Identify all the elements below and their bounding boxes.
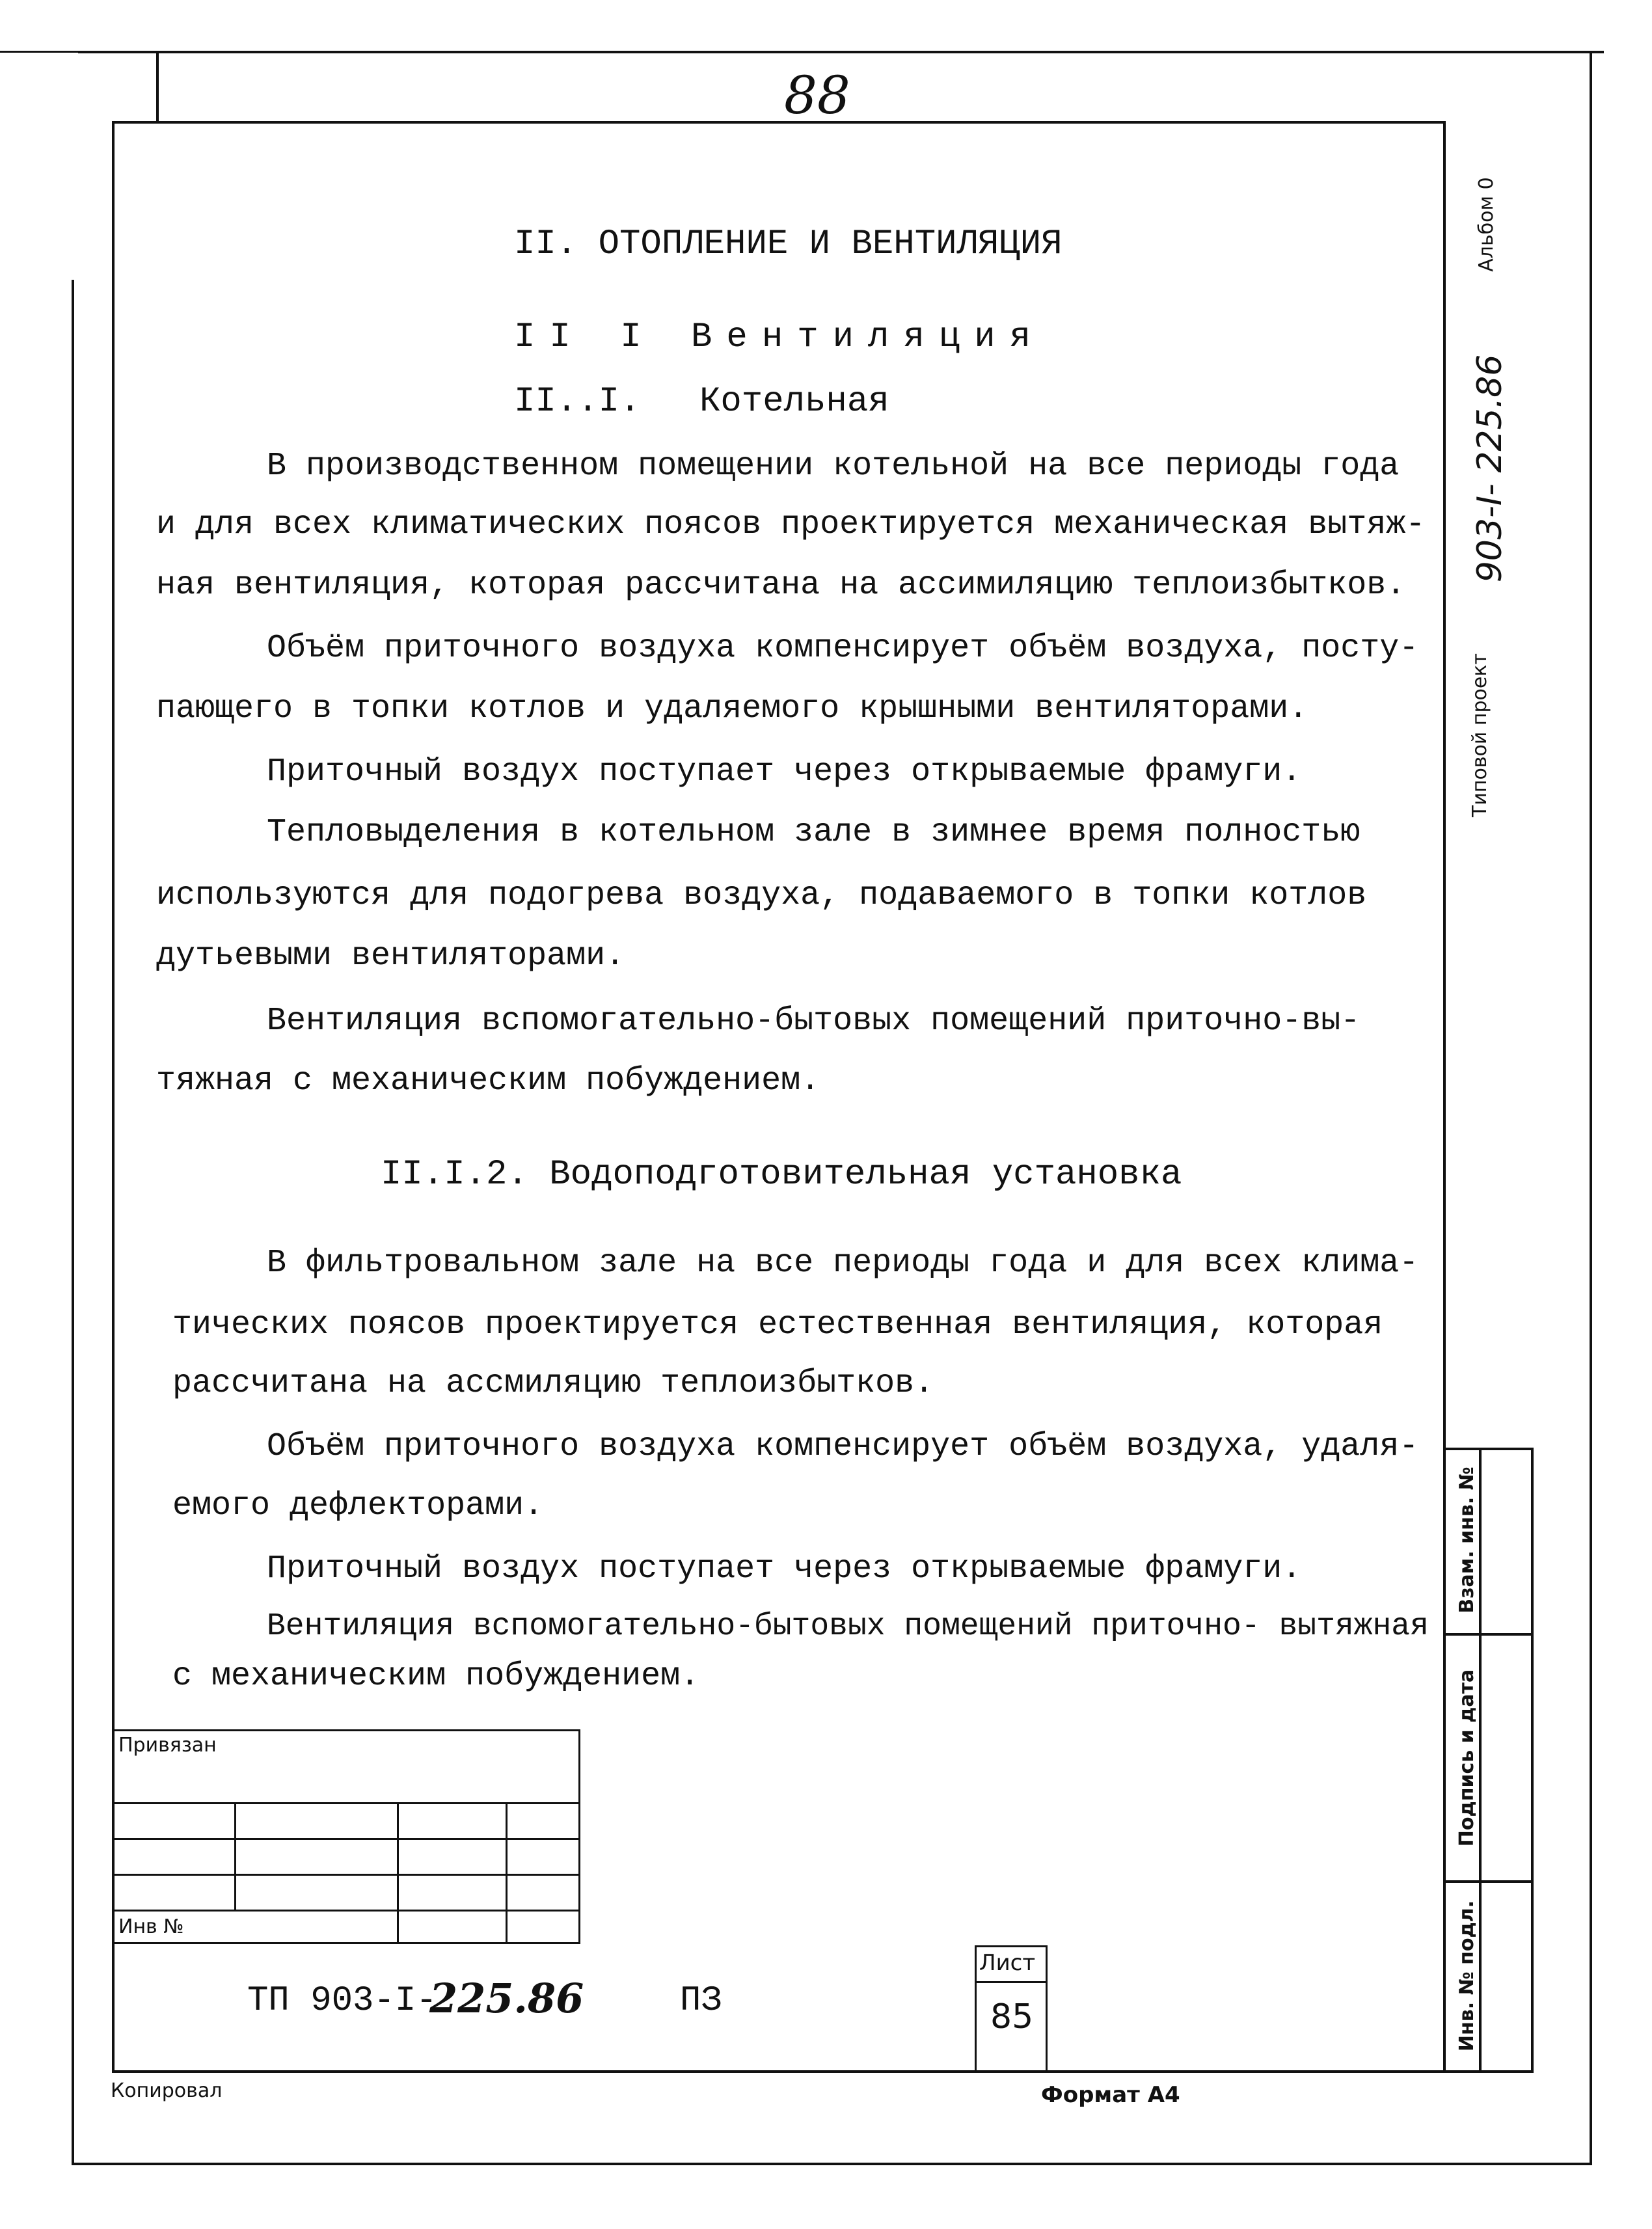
inv-original-label: Инв. № подл. bbox=[1456, 1900, 1478, 2052]
bound-table-col-2 bbox=[397, 1802, 399, 1944]
item-1-title: Котельная bbox=[699, 382, 889, 422]
bound-table-row-4 bbox=[112, 1910, 580, 1912]
water-line-1: В фильтровальном зале на все периоды года и для всех клима- bbox=[267, 1245, 1419, 1282]
sheet-box-top bbox=[975, 1945, 1048, 1947]
outer-bottom-line bbox=[72, 2163, 1591, 2165]
top-stub-left bbox=[0, 51, 78, 53]
bound-table-col-1 bbox=[234, 1802, 236, 1910]
sheet-label: Лист bbox=[979, 1950, 1036, 1976]
bound-table-top bbox=[112, 1729, 580, 1731]
bound-label: Привязан bbox=[118, 1734, 217, 1757]
item-1-number: II..I. bbox=[514, 382, 641, 422]
boiler-line-2: и для всех климатических поясов проектируется механическая вытяж- bbox=[156, 506, 1426, 543]
stamp-row-line-1 bbox=[1443, 1633, 1534, 1636]
boiler-line-4: Объём приточного воздуха компенсирует объём воздуха, посту- bbox=[267, 630, 1419, 667]
section-heading: II. ОТОПЛЕНИЕ И ВЕНТИЛЯЦИЯ bbox=[514, 224, 1063, 264]
doc-code-prefix: ТП 903-I- bbox=[247, 1981, 437, 2021]
outer-left-line bbox=[72, 280, 74, 2163]
water-line-3: рассчитана на ассмиляцию теплоизбытков. bbox=[172, 1365, 934, 1402]
sheet-box-right bbox=[1046, 1945, 1048, 2072]
subsection-heading: II I Вентиляция bbox=[514, 317, 1046, 357]
sheet-box-mid bbox=[975, 1981, 1048, 1983]
frame-right-line bbox=[1443, 121, 1446, 2073]
album-label: Альбом 0 bbox=[1475, 177, 1498, 272]
water-line-7: Вентиляция вспомогательно-бытовых помещений приточно- вытяжная bbox=[267, 1609, 1429, 1644]
boiler-line-3: ная вентиляция, которая рассчитана на ассимиляцию теплоизбытков. bbox=[156, 567, 1406, 604]
water-line-6: Приточный воздух поступает через открываемые фрамуги. bbox=[267, 1550, 1302, 1587]
boiler-line-8: используются для подогрева воздуха, подаваемого в топки котлов bbox=[156, 877, 1367, 914]
handwritten-page-number: 88 bbox=[784, 65, 850, 126]
frame-top-line bbox=[112, 121, 1446, 124]
sign-date-label: Подпись и дата bbox=[1456, 1669, 1478, 1847]
project-number: 903-I- 225.86 bbox=[1470, 354, 1510, 583]
frame-bottom-line bbox=[112, 2070, 1534, 2073]
format-label: Формат А4 bbox=[1041, 2082, 1180, 2108]
replace-inv-label: Взам. инв. № bbox=[1456, 1466, 1478, 1614]
sheet-box-left bbox=[975, 1945, 977, 2072]
bound-table-right bbox=[578, 1729, 580, 1944]
water-line-8: с механическим побуждением. bbox=[172, 1658, 700, 1695]
boiler-line-1: В производственном помещении котельной на все периоды года bbox=[267, 448, 1400, 485]
boiler-line-5: пающего в топки котлов и удаляемого крышными вентиляторами. bbox=[156, 690, 1308, 727]
boiler-line-7: Тепловыделения в котельном зале в зимнее время полностью bbox=[267, 814, 1361, 851]
inv-label: Инв № bbox=[118, 1915, 184, 1938]
sheet-number: 85 bbox=[990, 1997, 1034, 2036]
copied-label: Копировал bbox=[111, 2079, 223, 2102]
boiler-line-9: дутьевыми вентиляторами. bbox=[156, 938, 625, 975]
bound-table-row-2 bbox=[112, 1838, 580, 1840]
project-type-label: Типовой проект bbox=[1469, 653, 1491, 817]
binding-margin-line bbox=[156, 51, 159, 122]
stamp-right-line bbox=[1531, 1448, 1534, 2072]
boiler-line-6: Приточный воздух поступает через открываемые фрамуги. bbox=[267, 753, 1302, 790]
top-border-line bbox=[78, 51, 1604, 53]
bound-table-row-3 bbox=[112, 1874, 580, 1876]
frame-left-line bbox=[112, 121, 115, 2073]
doc-code-number: 225.86 bbox=[429, 1975, 584, 2022]
water-line-4: Объём приточного воздуха компенсирует объём воздуха, удаля- bbox=[267, 1428, 1419, 1465]
doc-mark: ПЗ bbox=[680, 1981, 722, 2021]
item-2-heading: II.I.2. Водоподготовительная установка bbox=[381, 1155, 1182, 1195]
boiler-line-11: тяжная с механическим побуждением. bbox=[156, 1062, 820, 1100]
bound-table-row-1 bbox=[112, 1802, 580, 1804]
outer-right-line bbox=[1590, 51, 1592, 2165]
bound-table-bottom bbox=[112, 1942, 580, 1944]
boiler-line-10: Вентиляция вспомогательно-бытовых помещений приточно-вы- bbox=[267, 1003, 1361, 1040]
bound-table-col-3 bbox=[506, 1802, 508, 1944]
water-line-5: емого дефлекторами. bbox=[172, 1487, 544, 1524]
water-line-2: тических поясов проектируется естественная вентиляция, которая bbox=[172, 1306, 1383, 1344]
